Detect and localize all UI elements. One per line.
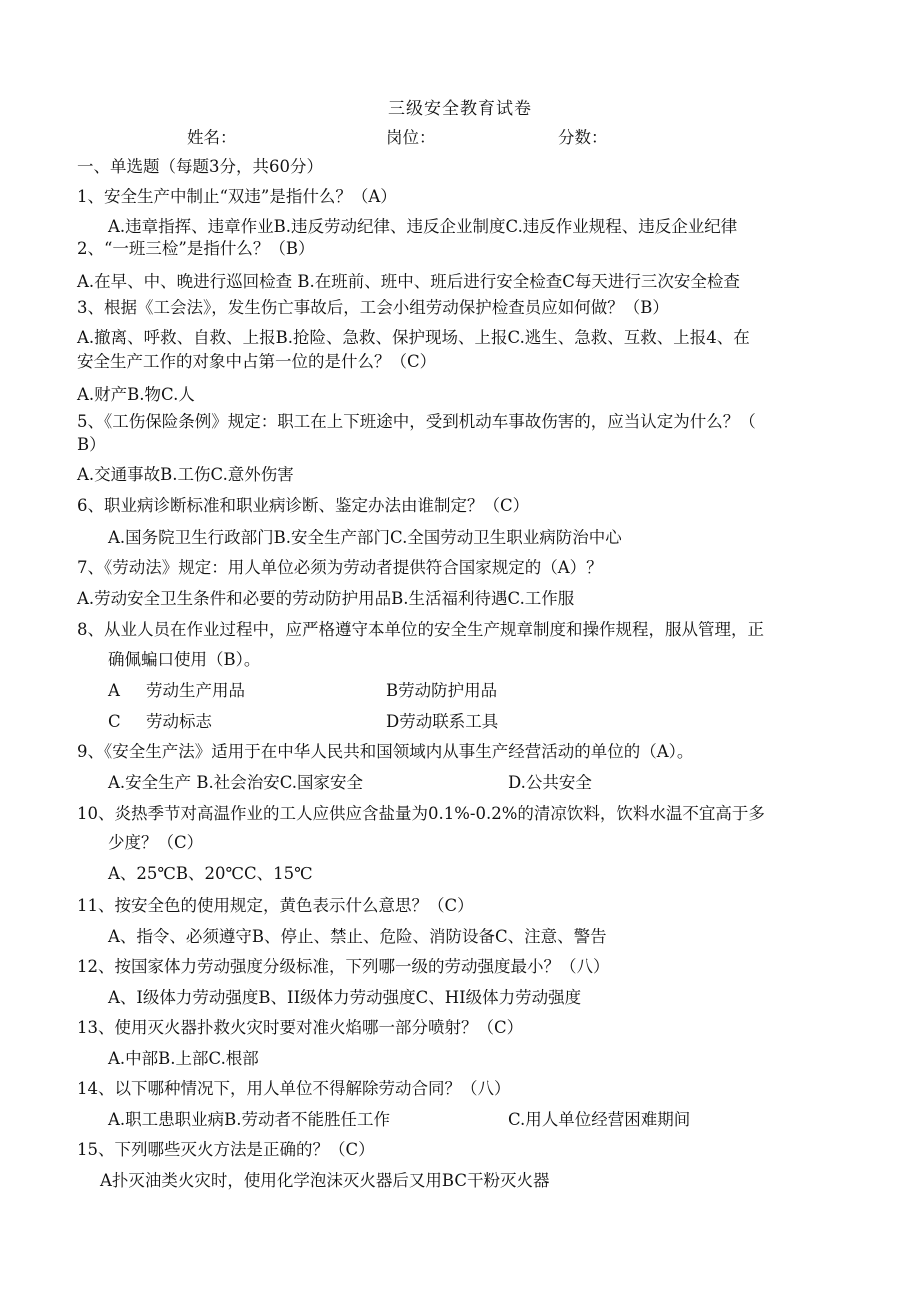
answer-12: A、I级体力劳动强度B、II级体力劳动强度C、HI级体力劳动强度 <box>108 988 582 1007</box>
question-10-line1: 10、炎热季节对高温作业的工人应供应含盐量为0.1%-0.2%的清凉饮料，饮料水温不宜高于多 <box>77 804 765 823</box>
answer-10: A、25℃B、20℃C、15℃ <box>108 864 313 883</box>
question-9: 9、《安全生产法》适用于在中华人民共和国领域内从事生产经营活动的单位的（A）。 <box>77 742 694 761</box>
option-8a-letter: A <box>108 681 120 700</box>
answer-15: A扑灭油类火灾时，使用化学泡沫灭火器后又用BC干粉灭火器 <box>100 1171 550 1190</box>
section-heading: 一、单选题（每题3分，共60分） <box>77 157 323 176</box>
answer-13: A.中部B.上部C.根部 <box>108 1049 259 1068</box>
question-7: 7、《劳动法》规定：用人单位必须为劳动者提供符合国家规定的（A）？ <box>77 558 603 577</box>
option-8b: B劳动防护用品 <box>386 681 498 700</box>
answer-3-line1: A.撤离、呼救、自救、上报B.抢险、急救、保护现场、上报C.逃生、急救、互救、上报4、在 <box>77 328 750 347</box>
question-11: 11、按安全色的使用规定，黄色表示什么意思？（C） <box>77 896 474 915</box>
post-label: 岗位： <box>386 128 436 147</box>
name-label: 姓名： <box>187 128 237 147</box>
option-8c-text: 劳动标志 <box>146 712 212 731</box>
question-15: 15、下列哪些灭火方法是正确的？（C） <box>77 1140 375 1159</box>
score-label: 分数： <box>558 128 608 147</box>
question-8-line2: 确佩蝙口使用（B）。 <box>108 650 261 669</box>
answer-7: A.劳动安全卫生条件和必要的劳动防护用品B.生活福利待遇C.工作服 <box>77 589 575 608</box>
answer-14: A.职工患职业病B.劳动者不能胜任工作 <box>108 1110 391 1129</box>
option-8c-letter: C <box>108 712 121 731</box>
question-5-line2: B） <box>77 435 106 454</box>
question-6: 6、职业病诊断标准和职业病诊断、鉴定办法由谁制定？（C） <box>77 496 530 515</box>
option-8d: D劳动联系工具 <box>386 712 499 731</box>
answer-5: A.交通事故B.工伤C.意外伤害 <box>77 465 294 484</box>
answer-9-d: D.公共安全 <box>508 773 592 792</box>
question-2: 2、“一班三检”是指什么？（B） <box>77 239 315 258</box>
question-3: 3、根据《工会法》，发生伤亡事故后，工会小组劳动保护检查员应如何做？（B） <box>77 298 669 317</box>
answer-3-line2: 安全生产工作的对象中占第一位的是什么？（C） <box>77 352 437 371</box>
answer-9: A.安全生产 B.社会治安C.国家安全 <box>108 773 364 792</box>
question-13: 13、使用灭火器扑救火灾时要对准火焰哪一部分喷射？（C） <box>77 1018 524 1037</box>
answer-11: A、指令、必须遵守B、停止、禁止、危险、消防设备C、注意、警告 <box>108 927 607 946</box>
question-8-line1: 8、从业人员在作业过程中，应严格遵守本单位的安全生产规章制度和操作规程，服从管理，正 <box>77 620 764 639</box>
page-title: 三级安全教育试卷 <box>388 99 532 119</box>
question-5-line1: 5、《工伤保险条例》规定：职工在上下班途中，受到机动车事故伤害的，应当认定为什么？（ <box>77 412 756 431</box>
answer-6: A.国务院卫生行政部门B.安全生产部门C.全国劳动卫生职业病防治中心 <box>108 528 622 547</box>
answer-4: A.财产B.物C.人 <box>77 385 195 404</box>
answer-1: A.违章指挥、违章作业B.违反劳动纪律、违反企业制度C.违反作业规程、违反企业纪律 <box>108 217 738 236</box>
option-8a-text: 劳动生产用品 <box>146 681 245 700</box>
answer-14-c: C.用人单位经营困难期间 <box>508 1110 691 1129</box>
answer-2: A.在早、中、晚进行巡回检查 B.在班前、班中、班后进行安全检查C每天进行三次安全检查 <box>77 272 740 291</box>
question-1: 1、安全生产中制止“双违”是指什么？（A） <box>77 187 397 206</box>
question-14: 14、以下哪种情况下，用人单位不得解除劳动合同？（八） <box>77 1079 511 1098</box>
question-10-line2: 少度？（C） <box>108 833 204 852</box>
question-12: 12、按国家体力劳动强度分级标准，下列哪一级的劳动强度最小？（八） <box>77 957 610 976</box>
